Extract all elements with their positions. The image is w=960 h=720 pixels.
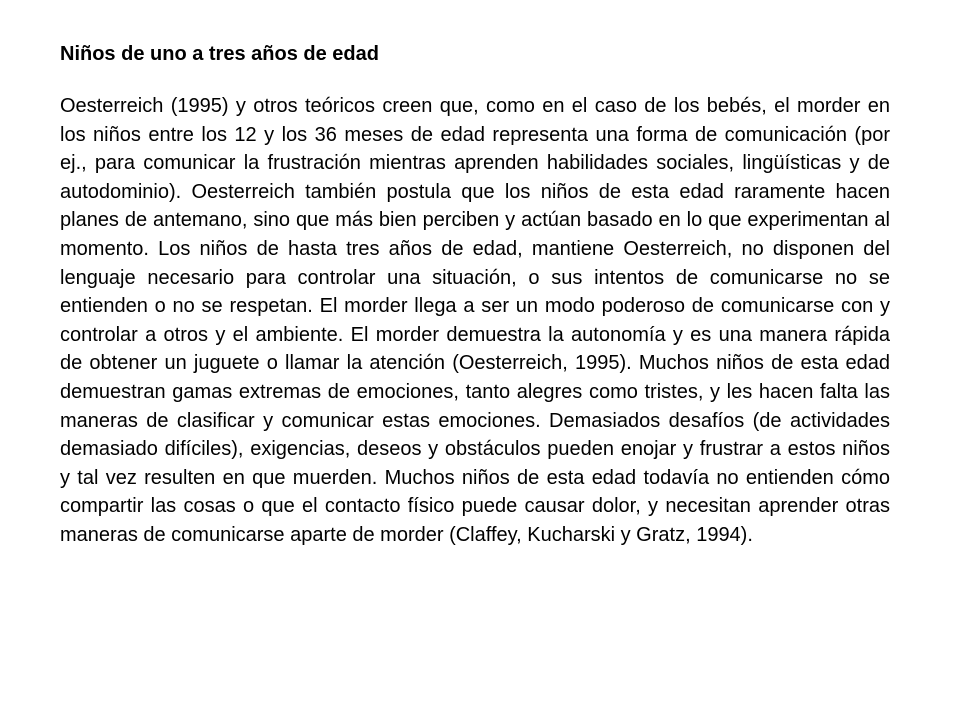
slide-title: Niños de uno a tres años de edad <box>60 43 379 65</box>
slide-content <box>60 40 890 550</box>
slide-body-text: Oesterreich (1995) y otros teóricos creen que, como en el caso de los bebés, el morder en los niños entre los 12 y los 36 meses de edad representa una forma de comunicación (por ej., para comunicar la frustración mientras aprenden habilidades sociales, lingüísticas y de autodominio). Oesterreich también postula que los niños de esta edad raramente hacen planes de antemano, sino que más bien perciben y actúan basado en lo que experimentan al momento. Los niños de hasta tres años de edad, mantiene Oesterreich, no disponen del lenguaje necesario para controlar una situación, o sus intentos de comunicarse no se entienden o no se respetan. El morder llega a ser un modo poderoso de comunicarse con y controlar a otros y el ambiente. El morder demuestra la autonomía y es una manera rápida de obtener un juguete o llamar la atención (Oesterreich, 1995). Muchos niños de esta edad demuestran gamas extremas de emociones, tanto alegres como tristes, y les hacen falta las maneras de clasificar y comunicar estas emociones. Demasiados desafíos (de actividades demasiado difíciles), exigencias, deseos y obstáculos pueden enojar y frustrar a estos niños y tal vez resulten en que muerden. Muchos niños de esta edad todavía no entienden cómo compartir las cosas o que el contacto físico puede causar dolor, y necesitan aprender otras maneras de comunicarse aparte de morder (Claffey, Kucharski y Gratz, 1994). <box>60 95 890 546</box>
